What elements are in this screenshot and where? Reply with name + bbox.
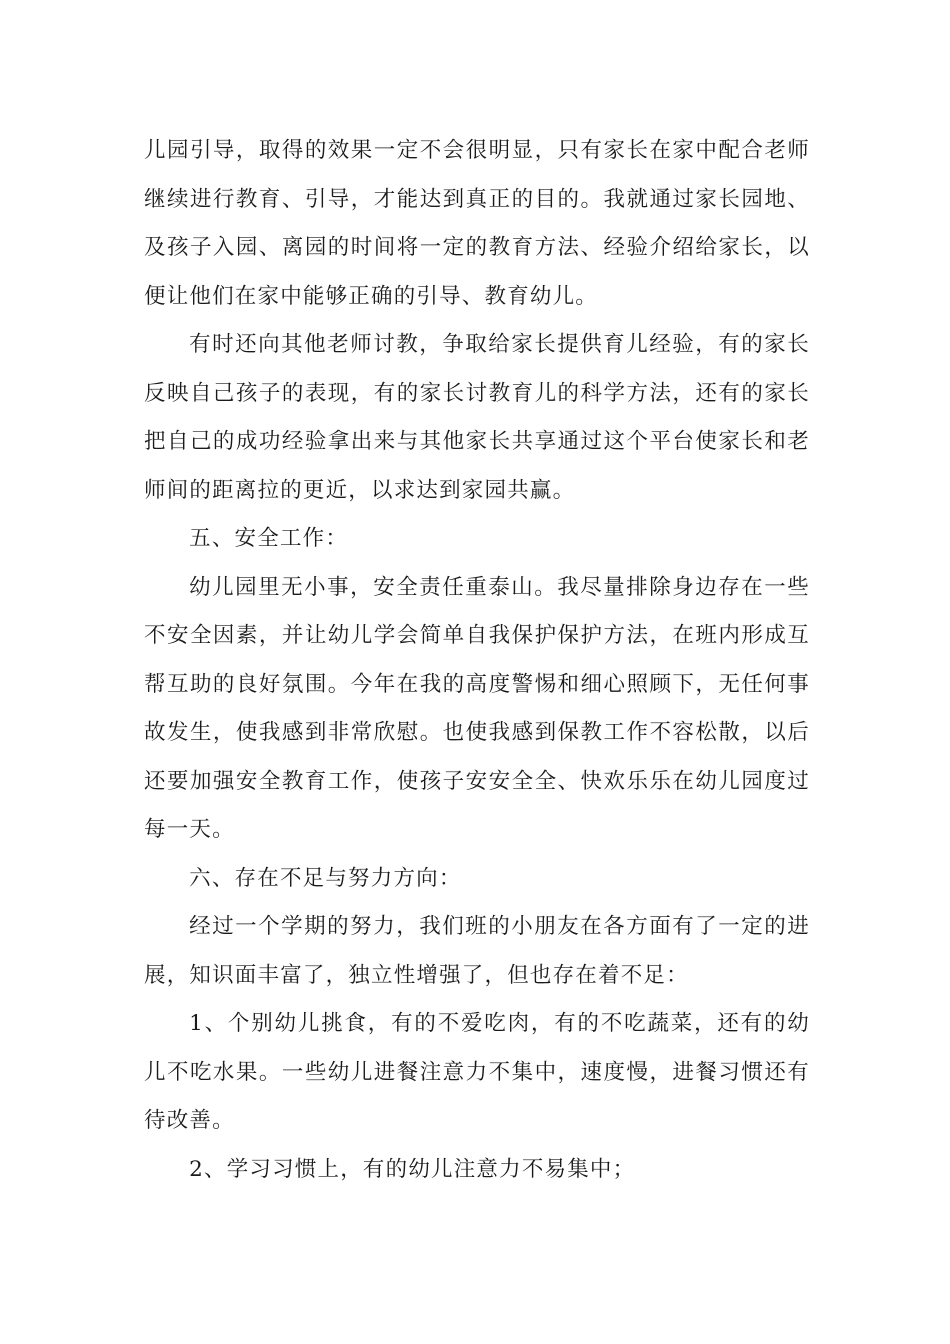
document-body [144,127,810,1194]
list-item-picky-eating: 1、个别幼儿挑食，有的不爱吃肉，有的不吃蔬菜，还有的幼儿不吃水果。一些幼儿进餐注意力不集中，速度慢，进餐习惯还有待改善。 [144,1011,810,1133]
paragraph-parent-consultation: 有时还向其他老师讨教，争取给家长提供育儿经验，有的家长反映自己孩子的表现，有的家长讨教育儿的科学方法，还有的家长把自己的成功经验拿出来与其他家长共享通过这个平台使家长和老师间的距离拉的更近，以求达到家园共赢。 [144,332,810,503]
paragraph-continuation: 儿园引导，取得的效果一定不会很明显，只有家长在家中配合老师继续进行教育、引导，才能达到真正的目的。我就通过家长园地、及孩子入园、离园的时间将一定的教育方法、经验介绍给家长，以便让他们在家中能够正确的引导、教育幼儿。 [144,138,810,309]
section-heading-shortcomings: 六、存在不足与努力方向： [189,865,462,891]
list-item-study-habits: 2、学习习惯上，有的幼儿注意力不易集中； [189,1156,636,1182]
paragraph-semester-progress: 经过一个学期的努力，我们班的小朋友在各方面有了一定的进展，知识面丰富了，独立性增强了，但也存在着不足： [144,914,810,988]
paragraph-safety: 幼儿园里无小事，安全责任重泰山。我尽量排除身边存在一些不安全因素，并让幼儿学会简单自我保护保护方法，在班内形成互帮互助的良好氛围。今年在我的高度警惕和细心照顾下，无任何事故发生，使我感到非常欣慰。也使我感到保教工作不容松散，以后还要加强安全教育工作，使孩子安安全全、快欢乐乐在幼儿园度过每一天。 [144,574,810,842]
section-heading-safety: 五、安全工作： [189,526,349,551]
